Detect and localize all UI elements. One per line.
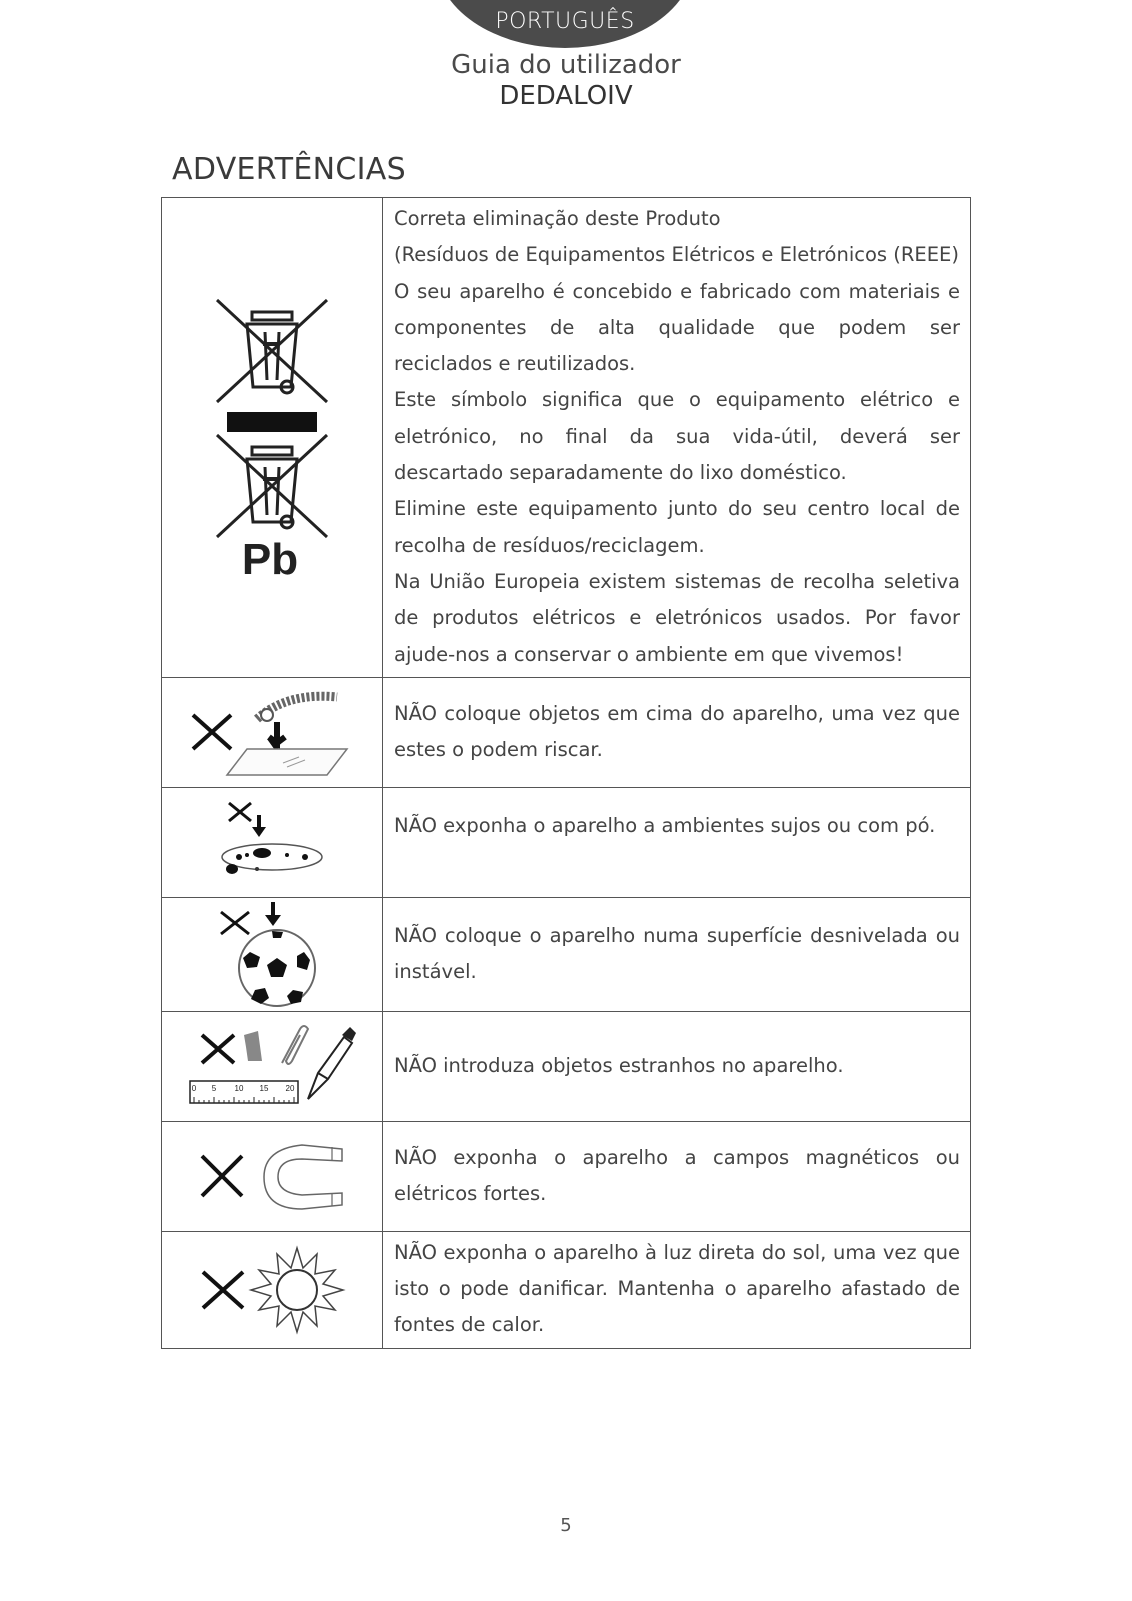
weee-paragraph: Elimine este equipamento junto do seu centro local de recolha de resíduos/reciclagem.	[394, 497, 960, 557]
ruler-label: 15	[259, 1084, 269, 1094]
no-dust-icon	[162, 797, 382, 887]
section-title: ADVERTÊNCIAS	[172, 152, 406, 187]
warning-text: NÃO exponha o aparelho a ambientes sujos ou com pó.	[394, 813, 936, 837]
no-foreign-objects-icon	[162, 1021, 382, 1111]
table-row	[162, 1121, 971, 1231]
warning-text: NÃO coloque o aparelho numa superfície desnivelada ou instável.	[394, 923, 960, 983]
weee-icon	[162, 292, 382, 582]
weee-text-cell	[383, 198, 971, 678]
weee-icon-cell	[162, 198, 383, 678]
warnings-table	[161, 197, 971, 1349]
warning-text: NÃO coloque objetos em cima do aparelho, uma vez que estes o podem riscar.	[394, 701, 960, 761]
no-uneven-surface-icon	[162, 900, 382, 1008]
no-objects-on-top-icon	[162, 687, 382, 777]
no-magnet-icon	[162, 1131, 382, 1221]
weee-paragraph: Na União Europeia existem sistemas de recolha seletiva de produtos elétricos e eletrónicos usados. Por favor ajude-nos a conservar o ambiente em que vivemos!	[394, 569, 960, 666]
warning-text: NÃO exponha o aparelho à luz direta do sol, uma vez que isto o pode danificar. Mantenha o aparelho afastado de fontes de calor.	[394, 1240, 960, 1337]
page-number: 5	[560, 1515, 572, 1536]
ruler-label: 0	[191, 1084, 197, 1094]
table-row	[162, 787, 971, 897]
language-label: PORTUGUÊS	[495, 9, 635, 34]
table-row	[162, 198, 971, 678]
pb-label: Pb	[241, 535, 299, 583]
weee-paragraph: Correta eliminação deste Produto	[394, 207, 721, 230]
document-title: Guia do utilizador	[451, 50, 681, 80]
table-row	[162, 1231, 971, 1348]
ruler-label: 10	[234, 1084, 244, 1094]
table-row	[162, 677, 971, 787]
weee-paragraph: O seu aparelho é concebido e fabricado com materiais e componentes de alta qualidade que podem ser reciclados e reutilizados.	[394, 279, 960, 376]
warning-text: NÃO exponha o aparelho a campos magnéticos ou elétricos fortes.	[394, 1145, 960, 1205]
ruler-label: 20	[285, 1084, 295, 1094]
document-model: DEDALOIV	[499, 81, 633, 111]
weee-paragraph: (Resíduos de Equipamentos Elétricos e Eletrónicos (REEE)	[394, 243, 959, 267]
no-sunlight-icon	[162, 1244, 382, 1336]
table-row	[162, 897, 971, 1011]
warning-text: NÃO introduza objetos estranhos no aparelho.	[394, 1053, 844, 1077]
table-row	[162, 1011, 971, 1121]
weee-paragraph: Este símbolo significa que o equipamento elétrico e eletrónico, no final da sua vida-útil, deverá ser descartado separadamente do lixo doméstico.	[394, 388, 960, 485]
ruler-label: 5	[211, 1084, 217, 1094]
